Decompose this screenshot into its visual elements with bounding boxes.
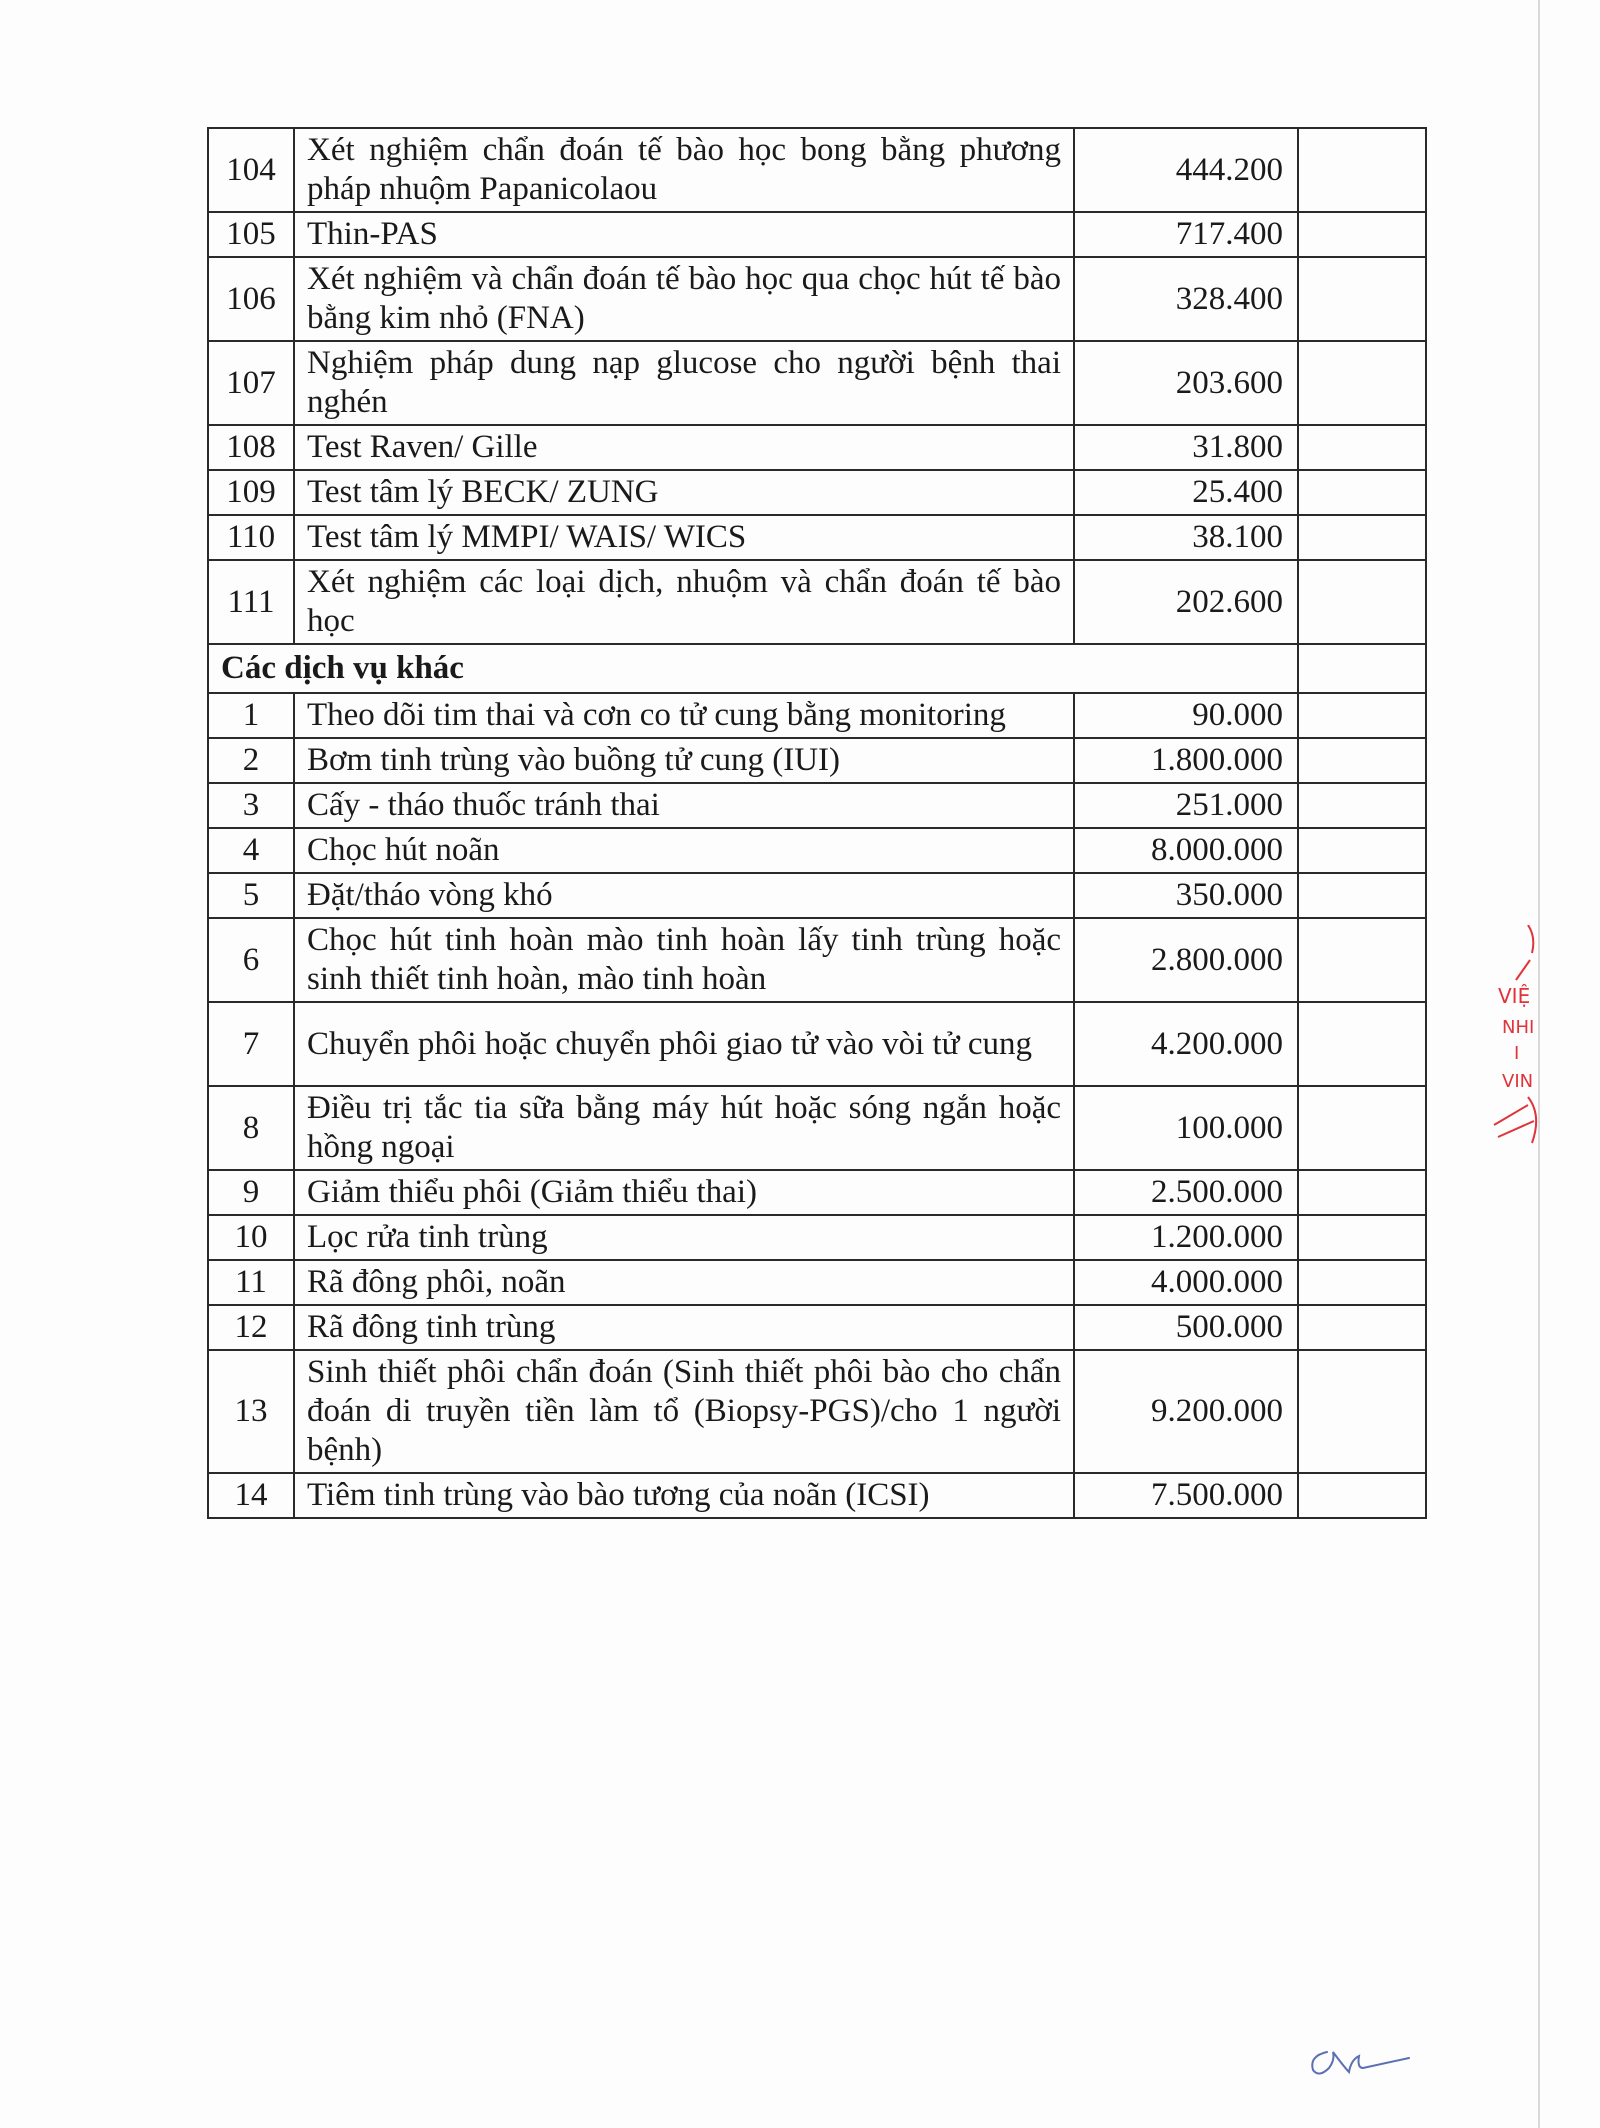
red-stamp-fragment <box>1488 925 1548 1165</box>
service-name-cell: Xét nghiệm các loại dịch, nhuộm và chẩn đoán tế bào học <box>294 560 1074 644</box>
note-cell <box>1298 470 1426 515</box>
price-cell: 38.100 <box>1074 515 1298 560</box>
service-name-cell: Lọc rửa tinh trùng <box>294 1215 1074 1260</box>
table-row <box>208 257 1426 341</box>
note-cell <box>1298 1002 1426 1086</box>
note-cell <box>1298 693 1426 738</box>
table-row <box>208 828 1426 873</box>
row-number-cell: 109 <box>208 470 294 515</box>
price-table-body <box>208 128 1426 1518</box>
table-row <box>208 560 1426 644</box>
service-name-cell: Sinh thiết phôi chẩn đoán (Sinh thiết phôi bào cho chẩn đoán di truyền tiền làm tổ (Biopsy-PGS)/cho 1 người bệnh) <box>294 1350 1074 1473</box>
price-table <box>207 127 1427 1519</box>
service-name-cell: Thin-PAS <box>294 212 1074 257</box>
row-number-cell: 2 <box>208 738 294 783</box>
row-number-cell: 1 <box>208 693 294 738</box>
price-cell: 350.000 <box>1074 873 1298 918</box>
table-row <box>208 783 1426 828</box>
row-number-cell: 7 <box>208 1002 294 1086</box>
service-name-cell: Tiêm tinh trùng vào bào tương của noãn (ICSI) <box>294 1473 1074 1518</box>
service-name-cell: Xét nghiệm và chẩn đoán tế bào học qua chọc hút tế bào bằng kim nhỏ (FNA) <box>294 257 1074 341</box>
price-cell: 7.500.000 <box>1074 1473 1298 1518</box>
row-number-cell: 6 <box>208 918 294 1002</box>
service-name-cell: Chọc hút tinh hoàn mào tinh hoàn lấy tinh trùng hoặc sinh thiết tinh hoàn, mào tinh hoàn <box>294 918 1074 1002</box>
stamp-arc-bottom <box>1494 1097 1536 1143</box>
row-number-cell: 8 <box>208 1086 294 1170</box>
table-row <box>208 470 1426 515</box>
table-row <box>208 918 1426 1002</box>
table-row <box>208 693 1426 738</box>
price-cell: 444.200 <box>1074 128 1298 212</box>
note-cell <box>1298 560 1426 644</box>
table-row <box>208 738 1426 783</box>
note-cell <box>1298 128 1426 212</box>
service-name-cell: Điều trị tắc tia sữa bằng máy hút hoặc sóng ngắn hoặc hồng ngoại <box>294 1086 1074 1170</box>
note-cell <box>1298 1305 1426 1350</box>
row-number-cell: 3 <box>208 783 294 828</box>
table-row <box>208 341 1426 425</box>
row-number-cell: 106 <box>208 257 294 341</box>
price-cell: 202.600 <box>1074 560 1298 644</box>
price-cell: 1.200.000 <box>1074 1215 1298 1260</box>
note-cell <box>1298 257 1426 341</box>
table-row <box>208 1086 1426 1170</box>
table-row <box>208 1305 1426 1350</box>
row-number-cell: 111 <box>208 560 294 644</box>
row-number-cell: 104 <box>208 128 294 212</box>
note-cell <box>1298 1473 1426 1518</box>
table-row <box>208 1473 1426 1518</box>
price-cell: 4.200.000 <box>1074 1002 1298 1086</box>
note-cell <box>1298 783 1426 828</box>
note-cell <box>1298 828 1426 873</box>
price-cell: 2.800.000 <box>1074 918 1298 1002</box>
service-name-cell: Chuyển phôi hoặc chuyển phôi giao tử vào vòi tử cung <box>294 1002 1074 1086</box>
table-row <box>208 425 1426 470</box>
service-name-cell: Rã đông tinh trùng <box>294 1305 1074 1350</box>
price-cell: 1.800.000 <box>1074 738 1298 783</box>
note-cell <box>1298 873 1426 918</box>
note-cell <box>1298 644 1426 693</box>
stamp-text-1: VIỆ <box>1498 984 1531 1008</box>
table-row <box>208 1002 1426 1086</box>
row-number-cell: 107 <box>208 341 294 425</box>
service-name-cell: Test tâm lý BECK/ ZUNG <box>294 470 1074 515</box>
price-cell: 717.400 <box>1074 212 1298 257</box>
row-number-cell: 4 <box>208 828 294 873</box>
price-cell: 251.000 <box>1074 783 1298 828</box>
price-cell: 2.500.000 <box>1074 1170 1298 1215</box>
service-name-cell: Xét nghiệm chẩn đoán tế bào học bong bằng phương pháp nhuộm Papanicolaou <box>294 128 1074 212</box>
price-cell: 8.000.000 <box>1074 828 1298 873</box>
service-name-cell: Đặt/tháo vòng khó <box>294 873 1074 918</box>
price-cell: 31.800 <box>1074 425 1298 470</box>
row-number-cell: 14 <box>208 1473 294 1518</box>
row-number-cell: 5 <box>208 873 294 918</box>
row-number-cell: 11 <box>208 1260 294 1305</box>
service-name-cell: Nghiệm pháp dung nạp glucose cho người bệnh thai nghén <box>294 341 1074 425</box>
note-cell <box>1298 918 1426 1002</box>
signature-stroke <box>1312 2052 1409 2074</box>
price-cell: 100.000 <box>1074 1086 1298 1170</box>
stamp-arc-top <box>1528 925 1533 953</box>
service-name-cell: Test Raven/ Gille <box>294 425 1074 470</box>
stamp-text-2: NHI <box>1502 1017 1535 1038</box>
service-name-cell: Rã đông phôi, noãn <box>294 1260 1074 1305</box>
service-name-cell: Theo dõi tim thai và cơn co tử cung bằng monitoring <box>294 693 1074 738</box>
service-name-cell: Chọc hút noãn <box>294 828 1074 873</box>
row-number-cell: 12 <box>208 1305 294 1350</box>
stamp-stroke-1 <box>1516 960 1530 980</box>
stamp-text-3: I <box>1514 1043 1520 1064</box>
price-cell: 203.600 <box>1074 341 1298 425</box>
table-row <box>208 1350 1426 1473</box>
table-row <box>208 873 1426 918</box>
table-row <box>208 128 1426 212</box>
price-cell: 90.000 <box>1074 693 1298 738</box>
note-cell <box>1298 1215 1426 1260</box>
row-number-cell: 108 <box>208 425 294 470</box>
note-cell <box>1298 1350 1426 1473</box>
table-row <box>208 515 1426 560</box>
table-row <box>208 1260 1426 1305</box>
row-number-cell: 105 <box>208 212 294 257</box>
row-number-cell: 110 <box>208 515 294 560</box>
table-row <box>208 1170 1426 1215</box>
price-cell: 4.000.000 <box>1074 1260 1298 1305</box>
note-cell <box>1298 341 1426 425</box>
service-name-cell: Cấy - tháo thuốc tránh thai <box>294 783 1074 828</box>
note-cell <box>1298 1086 1426 1170</box>
service-name-cell: Giảm thiểu phôi (Giảm thiểu thai) <box>294 1170 1074 1215</box>
section-title: Các dịch vụ khác <box>208 644 1298 693</box>
note-cell <box>1298 738 1426 783</box>
note-cell <box>1298 212 1426 257</box>
note-cell <box>1298 425 1426 470</box>
note-cell <box>1298 1260 1426 1305</box>
note-cell <box>1298 515 1426 560</box>
section-header-row <box>208 644 1426 693</box>
row-number-cell: 13 <box>208 1350 294 1473</box>
price-cell: 328.400 <box>1074 257 1298 341</box>
stamp-text-4: VIN <box>1502 1071 1534 1092</box>
table-row <box>208 212 1426 257</box>
row-number-cell: 10 <box>208 1215 294 1260</box>
price-cell: 500.000 <box>1074 1305 1298 1350</box>
price-cell: 9.200.000 <box>1074 1350 1298 1473</box>
service-name-cell: Bơm tinh trùng vào buồng tử cung (IUI) <box>294 738 1074 783</box>
service-name-cell: Test tâm lý MMPI/ WAIS/ WICS <box>294 515 1074 560</box>
price-cell: 25.400 <box>1074 470 1298 515</box>
table-row <box>208 1215 1426 1260</box>
note-cell <box>1298 1170 1426 1215</box>
signature-initials <box>1305 2038 1415 2078</box>
row-number-cell: 9 <box>208 1170 294 1215</box>
